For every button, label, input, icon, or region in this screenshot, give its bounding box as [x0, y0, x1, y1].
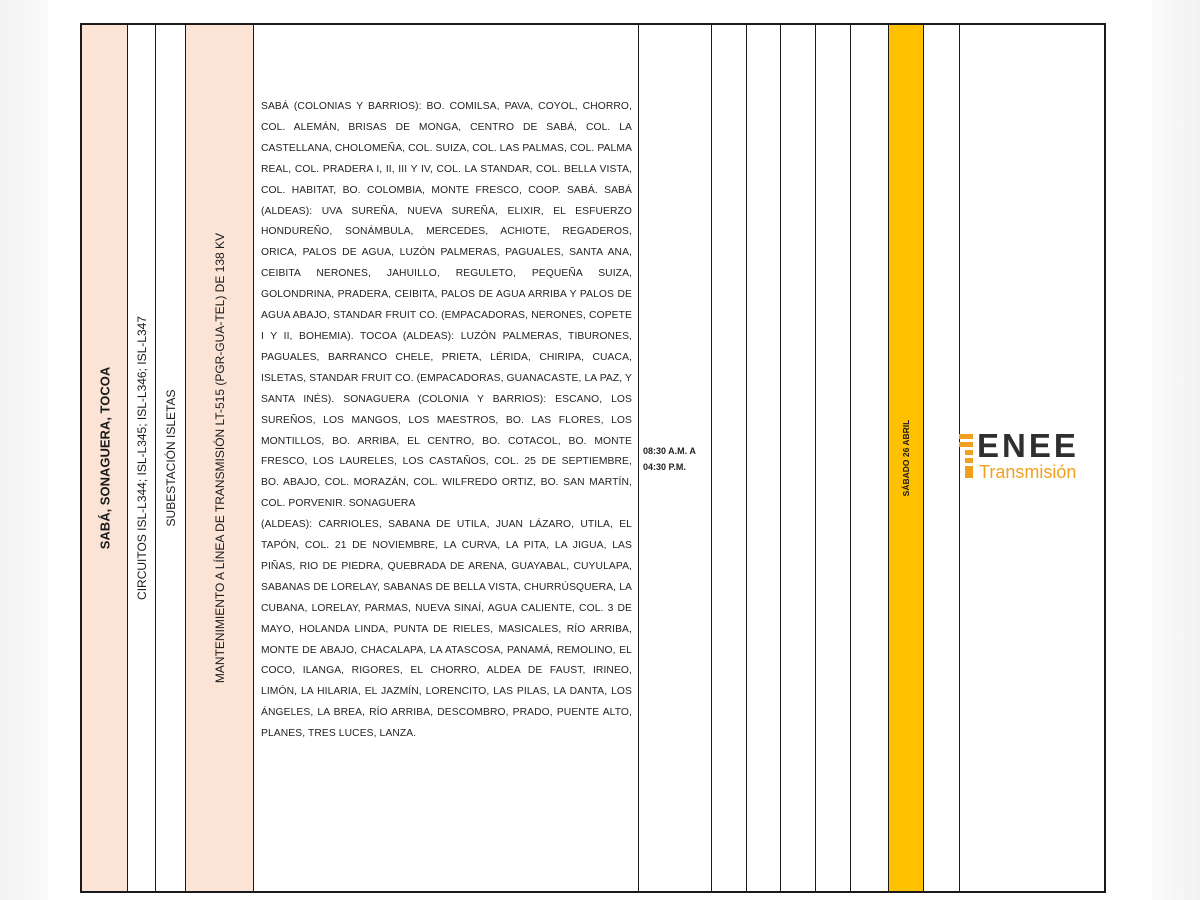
date-cell — [889, 25, 924, 891]
left-margin-shade — [0, 0, 48, 900]
time-range — [643, 443, 709, 475]
circuits-text: CIRCUITOS ISL-L344; ISL-L345; ISL-L346; ISL-L347 — [134, 316, 149, 600]
empty-cell — [747, 25, 781, 891]
areas-paragraph: SABÁ (COLONIAS Y BARRIOS): BO. COMILSA, PAVA, COYOL, CHORRO, COL. ALEMÁN, BRISAS DE MONGA, CENTRO DE SABÁ, COL. LA CASTELLANA, CHOLOMEÑA, COL. SUIZA, COL. LAS PALMAS, COL. PALMA REAL, COL. PRADERA I, II, III Y IV, COL. LA STANDAR, COL. BELLA VISTA, COL. HABITAT, BO. COLOMBIA, MONTE FRESCO, COOP. SABÁ. SABÁ (ALDEAS): UVA SUREÑA, NUEVA SUREÑA, ELIXIR, EL ESFUERZO HONDUREÑO, SONÁMBULA, MERCEDES, ACHIOTE, REGADEROS, ORICA, PALOS DE AGUA, LUZÓN PALMERAS, PAGUALES, SANTA ANA, CEIBITA NERONES, JAHUILLO, REGULETO, PEQUEÑA SUIZA, GOLONDRINA, PRADERA, CEIBITA, PALOS DE AGUA ARRIBA Y PALOS DE AGUA ABAJO, STANDAR FRUIT CO. (EMPACADORAS, NERONES, COPETE I Y II, BOHEMIA). TOCOA (ALDEAS): LUZÓN PALMERAS, TIBURONES, PAGUALES, BARRANCO CHELE, PRIETA, LÉRIDA, CHIRIPA, CUACA, ISLETAS, STANDAR FRUIT CO. (EMPACADORAS, GUANACASTE, LA PAZ, Y SANTA INÉS). SONAGUERA (COLONIA Y BARRIOS): ESCANO, LOS SUREÑOS, LOS MANGOS, LOS MAESTROS, BO. LAS FLORES, LOS MONTILLOS, BO. ARRIBA, EL CENTRO, BO. COTACOL, BO. MONTE FRESCO, LOS LAURELES, LOS CASTAÑOS, COL. 25 DE SEPTIEMBRE, BO. ABAJO, COL. MORAZÁN, COL. WILFREDO ORTIZ, BO. SAN MARTÍN, COL. PORVENIR. SONAGUERA — [261, 101, 632, 510]
outage-schedule-table — [80, 23, 1106, 893]
right-margin-shade — [1152, 0, 1200, 900]
areas-paragraph: (ALDEAS): CARRIOLES, SABANA DE UTILA, JUAN LÁZARO, UTILA, EL TAPÓN, COL. 21 DE NOVIEMBRE, LA CURVA, LA PITA, LA JIGUA, LAS PIÑAS, RIO DE PIEDRA, QUEBRADA DE ARENA, GUAYABAL, CUYULAPA, SABANAS DE LORELAY, SABANAS DE BELLA VISTA, CHURRÚSQUERA, LA CUBANA, LORELAY, PARMAS, NUEVA SINAÍ, AGUA CALIENTE, COL. 3 DE MAYO, HOLANDA LINDA, PUNTA DE RIELES, MASICALES, RÍO ARRIBA, MONTE DE ABAJO, CHACALAPA, LA ATASCOSA, PANAMÁ, REMOLINO, EL COCO, ILANGA, RIGORES, EL CHORRO, ALDEA DE FAUST, IRINEO, LIMÓN, LA HILARIA, EL JAZMÍN, LORENCITO, LAS PILAS, LA DANTA, LOS ÁNGELES, LA BREA, RÍO ARRIBA, DESCOMBRO, PRADO, PUENTE ALTO, PLANES, TRES LUCES, LANZA. — [261, 519, 632, 740]
areas-cell — [254, 25, 639, 891]
substation-text: SUBESTACIÓN ISLETAS — [163, 389, 178, 527]
locations-cell — [82, 25, 128, 891]
empty-cell — [712, 25, 747, 891]
affected-areas — [261, 97, 632, 745]
enee-logo-mark-icon — [959, 434, 973, 478]
logo-name: ENEE — [977, 427, 1079, 464]
enee-logo — [959, 427, 1104, 482]
time-cell — [639, 25, 712, 891]
time-end: 04:30 P.M. — [643, 462, 686, 472]
logo-subtitle: Transmisión — [979, 462, 1077, 482]
empty-cell — [851, 25, 889, 891]
empty-cell — [816, 25, 851, 891]
empty-cell — [781, 25, 816, 891]
work-cell — [186, 25, 254, 891]
work-text: MANTENIMIENTO A LÍNEA DE TRANSMISIÓN LT-515 (PGR-GUA-TEL) DE 138 KV — [212, 232, 227, 684]
substation-cell — [156, 25, 186, 891]
time-start: 08:30 A.M. A — [643, 446, 696, 456]
circuits-cell — [128, 25, 156, 891]
date-text: SÁBADO 26 ABRIL — [901, 419, 911, 497]
empty-cell — [924, 25, 960, 891]
locations-text: SABÁ, SONAGUERA, TOCOA — [97, 366, 112, 550]
